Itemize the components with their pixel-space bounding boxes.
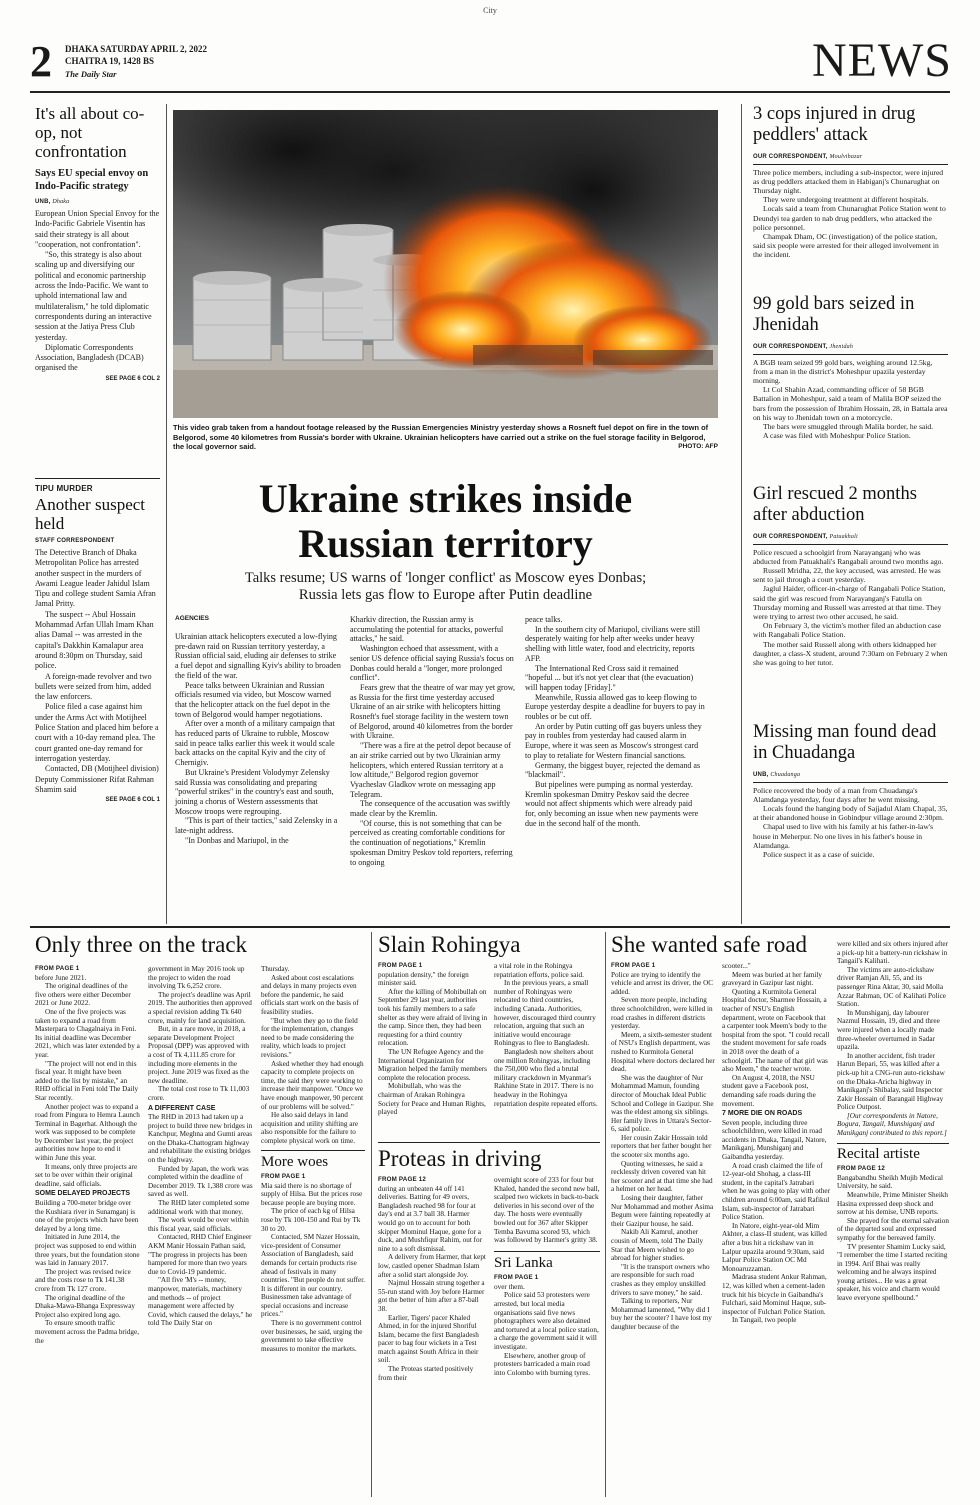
paragraph: Bangladesh now shelters about one million Rohingyas, including the 750,000 who fled a brutal military crackdown in Myanmar's Rakhine State in 2017. There is no headway in the Rohingya repatriation despite repeated efforts. bbox=[494, 1047, 598, 1108]
paragraph: "This is part of their tactics," said Zelensky in a late-night address. bbox=[175, 816, 338, 836]
bangla-date: CHAITRA 19, 1428 BS bbox=[65, 56, 155, 66]
paragraph: overnight score of 233 for four but Khaled, handed the second new ball, scalped two wickets in back-to-back deliveries in his second over of the day. The hosts were eventually bowled out for 367 after Skipper Temba Bavuma scored 93, which was followed by Harmer's gritty 38. bbox=[494, 1176, 600, 1245]
paragraph: before June 2021. bbox=[35, 973, 87, 982]
paragraph: "But when they go to the field for the implementation, changes need to be made considering the reality, which leads to project revisions." bbox=[261, 1016, 358, 1059]
paragraph: population density," the foreign minister said. bbox=[378, 970, 469, 988]
story-title: Sri Lanka bbox=[494, 1255, 553, 1272]
paragraph: The project's deadline was April 2019. The authorities then approved a special revision adding Tk 640 crore, mainly for land acquisition. bbox=[148, 990, 252, 1025]
paragraph: The RHD in 2013 had taken up a project to build three new bridges in Kanchpur, Meghna and Gumti areas on the Dhaka-Chattogram highway and rehabilitate the existing bridges on the highway. bbox=[148, 1113, 253, 1165]
paragraph: Meem, a sixth-semester student of NSU's English department, was rushed to Kurmitola General Hospital where doctors declared her dead. bbox=[611, 1030, 715, 1074]
subhead: A DIFFERENT CASE bbox=[148, 1104, 216, 1112]
paragraph: They were undergoing treatment at different hospitals. bbox=[763, 195, 929, 205]
only-three-col3 bbox=[261, 965, 365, 1353]
paragraph: To ensure smooth traffic movement across the Padma bridge, the bbox=[35, 1319, 139, 1345]
story-byline: OUR CORRESPONDENT, Moulvibazar bbox=[753, 154, 863, 160]
only-three-col2 bbox=[148, 965, 253, 1328]
paragraph: "In Donbas and Mariupol, in the bbox=[185, 835, 289, 845]
section-top-label: City bbox=[483, 6, 497, 15]
paragraph: In the previous years, a small number of Rohingyas were relocated to third countries, including Canada. Authorities, however, discouraged third country relocation, arguing that such an initiative would encourage Rohingyas to flee to Bangladesh. bbox=[494, 979, 596, 1048]
see-page-link[interactable]: SEE PAGE 6 COL 1 bbox=[105, 797, 160, 804]
from-page: FROM PAGE 1 bbox=[611, 962, 656, 969]
story-proteas bbox=[378, 1146, 600, 1172]
paragraph: He also said delays in land acquisition and utility shifting are also responsible for the failure to complete physical work on time. bbox=[261, 1111, 359, 1145]
paragraph: In another accident, fish trader Harun Bepari, 55, was killed after a pick-up hit a CNG-run auto-rickshaw on the Dhaka-Aricha highway in Manikganj's Shibalay, said Inspector Zakir Hossain of Barangail Highway Police Outpost. bbox=[837, 1051, 945, 1112]
paragraph: One of the five projects was taken to expand a road from Masterpara to Chagalnaiya in Feni. Its initial deadline was December 2021, which was later extended by a year. bbox=[35, 1007, 140, 1059]
paragraph: On February 3, the victim's mother filed an abduction case with Rangabali Police Station. bbox=[753, 621, 942, 640]
paragraph: The total cost rose to Tk 11,003 crore. bbox=[148, 1085, 250, 1102]
right-story-missing-man bbox=[753, 722, 948, 859]
safe-road-col1 bbox=[611, 962, 715, 1332]
paragraph: The Detective Branch of Dhaka Metropolitan Police has arrested another suspect in the murders of Awami League leader Jahidul Islam Tipu and college student Samia Afran Jamal Pritty. bbox=[35, 548, 156, 609]
paragraph: Quoting a Kurmitola General Hospital doctor, Sharmee Hossain, a teacher of NSU's English department, wrote on Facebook that a carpenter took Meem's body to the hospital from the spot. "I could recall the student movement for safe roads in 2018 over the death of a schoolgirl. The name of that girl was also Meem," the teacher wrote. bbox=[722, 987, 830, 1074]
paragraph: Contacted, RHD Chief Engineer AKM Manir Hossain Pathan said, "The progress in projects has been hampered for more than two years due to Covid-19 pandemic. bbox=[148, 1233, 252, 1276]
story-title: 3 cops injured in drug peddlers' attack bbox=[753, 104, 916, 145]
from-page: FROM PAGE 12 bbox=[837, 1165, 886, 1173]
paragraph: Germany, the biggest buyer, rejected the demand as "blackmail". bbox=[525, 760, 701, 780]
paragraph: After over a month of a military campaign that has reduced parts of Ukraine to rubble, Moscow said in peace talks earlier this week it would scale back attacks on the capital Kyiv and the city of Chernigiv. bbox=[175, 719, 335, 768]
paragraph: scooter..." bbox=[722, 962, 751, 970]
paragraph: "The project will not end in this fiscal year. It might have been added to the list by mistake," an RHD official in Feni told The Daily Star recently. bbox=[35, 1059, 139, 1102]
lead-body-col3 bbox=[525, 615, 705, 828]
paragraph: A case was filed with Moheshpur Police Station. bbox=[763, 431, 911, 441]
paragraph: The Proteas started positively from their bbox=[378, 1365, 474, 1382]
paragraph: An order by Putin cutting off gas buyers unless they pay in roubles from yesterday had caused alarm in Europe, where it was seen as Moscow's strongest card to play to retaliate for Western financial sanctions. bbox=[525, 721, 702, 760]
paragraph: On August 4, 2018, the NSU student gave a Facebook post, demanding safe roads during the movement. bbox=[722, 1073, 816, 1108]
paragraph: Chapal used to live with his family at his father-in-law's house in Meherpur. No one lives in his father's house in Alamdanga. bbox=[753, 822, 934, 850]
story-title: Girl rescued 2 months after abduction bbox=[753, 484, 917, 525]
page-number: 2 bbox=[30, 37, 52, 86]
paragraph: In Natore, eight-year-old Mim Akhter, a class-II student, was killed after a bus hit a rickshaw van in Lalpur upazila around 9:30am, said Lalpur Police Station OC Md Monoaruzzaman. bbox=[722, 1221, 827, 1273]
paragraph: Russell Mridha, 22, the key accused, was arrested. He was sent to jail through a court yesterday. bbox=[753, 565, 941, 585]
paragraph: Quoting witnesses, he said a recklessly driven covered van hit her scooter and at that time she had a helmet on her head. bbox=[611, 1159, 713, 1194]
paragraph: Meanwhile, Prime Minister Sheikh Hasina expressed deep shock and sorrow at his demise, UNB reports. bbox=[837, 1190, 949, 1217]
paragraph: Bangabandhu Sheikh Mujib Medical University, he said. bbox=[837, 1173, 943, 1191]
paragraph: The bars were smuggled through Malila border, he said. bbox=[763, 421, 934, 431]
rohingya-col1 bbox=[378, 962, 488, 1117]
paragraph: TV presenter Shamim Lucky said, "I remember the time I started reciting in 1994. Arif Bhai was really welcoming and he always inspired young artistes... He was a great speaker, his voice and charm would leave everyone spellbound." bbox=[837, 1242, 948, 1303]
story-title: Another suspect held bbox=[35, 495, 146, 533]
paragraph: Funded by Japan, the work was completed within the deadline of December 2019. Tk 1,388 crore was saved as well. bbox=[148, 1164, 253, 1199]
story-only-three bbox=[35, 932, 365, 958]
section-divider bbox=[30, 926, 950, 928]
paragraph: After the killing of Mohibullah on September 29 last year, authorities took his family members to a safe shelter as they were afraid of living in the camp. Since then, they had been requesting for a third country relocation. bbox=[378, 987, 488, 1048]
story-title: 99 gold bars seized in Jhenidah bbox=[753, 294, 915, 335]
paragraph: But Ukraine's President Volodymyr Zelensky said Russia was consolidating and preparing "powerful strikes" in the country's east and south, joining a chorus of Western assessments that Moscow troops were regrouping. bbox=[175, 767, 334, 816]
paragraph: Locals found the hanging body of Sajjadul Alam Chapal, 35, at their abandoned house in Gobindpur village around 2:30pm. bbox=[753, 803, 948, 823]
paragraph: Fears grew that the theatre of war may yet grow, as Russia for the first time yesterday accused Ukraine of an air strike with helicopters hitting Rosneft's fuel storage facility in the western town of Belgorod, around 40 kilometres from the border with Ukraine. bbox=[350, 682, 515, 741]
paragraph: A delivery from Harmer, that kept low, castled opener Shadman Islam after a solid start alongside Joy. bbox=[378, 1253, 486, 1279]
paragraph: In the southern city of Mariupol, civilians were still desperately waiting for help after weeks under heavy shelling with little water, food and electricity, reports AFP. bbox=[525, 624, 701, 663]
paragraph: Earlier, Tigers' pacer Khaled Ahmed, in for the injured Shoriful Islam, became the first Bangladesh pacer to bag four wickets in a Test match against South Africa in their soil. bbox=[378, 1313, 479, 1365]
paragraph: The work would be over within this fiscal year, said officials. bbox=[148, 1216, 249, 1233]
paragraph: Contacted, SM Nazer Hossain, vice-president of Consumer Association of Bangladesh, said demands for certain products rise ahead of festivals in many countries. "But people do not suffer. It is different in our country. Businessmen take advantage of special occasions and increase prices." bbox=[261, 1233, 366, 1319]
paragraph: Seven more people, including three schoolchildren, were killed in road crashes in different districts yesterday. bbox=[611, 996, 713, 1031]
paragraph: Meem was buried at her family graveyard in Gazipur last night. bbox=[722, 970, 823, 988]
divider bbox=[35, 478, 160, 479]
lead-body-col1 bbox=[175, 632, 341, 845]
kicker: TIPU MURDER bbox=[35, 484, 93, 493]
safe-road-col3 bbox=[837, 940, 949, 1303]
paragraph: There is no government control over businesses, he said, urging the government to take effective measures to monitor the markets. bbox=[261, 1319, 363, 1353]
story-title: Proteas in driving bbox=[378, 1146, 542, 1171]
paragraph: Mia said there is no shortage of supply of Hilsa. But the prices rose because people are buying more. bbox=[261, 1181, 363, 1207]
paragraph: Kharkiv direction, the Russian army is accumulating the potential for attacks, powerful attacks," he said. bbox=[350, 615, 504, 644]
paragraph: The original deadlines of the five others were either December 2021 or June 2022. bbox=[35, 982, 131, 1008]
column-divider bbox=[741, 104, 742, 924]
story-title: Slain Rohingya bbox=[378, 932, 521, 957]
paragraph: In Tangail, two people bbox=[732, 1316, 797, 1325]
paragraph: The victims are auto-rickshaw driver Ramjan Ali, 55, and its passenger Rina Aktar, 30, said Molla Azzar Rahman, OC of Kalihati Police Station. bbox=[837, 965, 946, 1009]
left-story-tipu-murder bbox=[35, 484, 160, 803]
paragraph: Najmul Hossain strung together a 55-run stand with Joy before Harmer got the better of him after a 87-ball 38. bbox=[378, 1279, 485, 1313]
paragraph: Seven people, including three schoolchildren, were killed in road accidents in Dhaka, Tangail, Natore, Manikganj, Munshiganj and Gaibandha yesterday. bbox=[722, 1118, 827, 1162]
divider bbox=[378, 1142, 600, 1143]
only-three-col1 bbox=[35, 965, 140, 1345]
right-story-gold-bars bbox=[753, 294, 948, 440]
paragraph: The International Red Cross said it remained "hopeful ... but it's not yet clear that (the evacuation) will happen today [Friday]." bbox=[525, 663, 694, 692]
paragraph: Three police members, including a sub-inspector, were injured as drug peddlers attacked them in Habiganj's Chunarughat on Thursday night. bbox=[753, 167, 944, 195]
paragraph: The consequence of the accusation was swiftly made clear by the Kremlin. bbox=[350, 799, 511, 819]
lead-deck: Talks resume; US warns of 'longer conflict' as Moscow eyes Donbas; Russia lets gas flow to Europe after Putin deadline bbox=[244, 570, 647, 603]
paragraph: Jaglul Haider, officer-in-charge of Rangabali Police Station, said the girl was rescued from Narayanganj's Fatulla on Thursday morning and Russell was arrested at that time. They were trying to arrest two other accused, he said. bbox=[753, 584, 946, 621]
paragraph: were killed and six others injured after a pick-up hit a battery-run rickshaw in Tangail's Kalihati. bbox=[837, 940, 948, 966]
story-title: Recital artiste bbox=[837, 1146, 920, 1163]
safe-road-col2 bbox=[722, 962, 830, 1325]
paragraph: Losing their daughter, father Nur Mohammad and mother Asima Begum were fainting repeatedly at their Gazipur house, he said. bbox=[611, 1194, 714, 1228]
proteas-col1 bbox=[378, 1176, 488, 1382]
paragraph: A road crash claimed the life of 12-year-old Shohag, a class-III student, in the capital's Jatrabari when he was going to play with other children around 6:00am, said Rafikul Islam, sub-inspector of Jatrabari Police Station. bbox=[722, 1161, 830, 1222]
rohingya-col2 bbox=[494, 962, 600, 1108]
paragraph: "All five 'M's -- money, manpower, materials, machinery and methods -- of project management were affected by Covid, which caused the delays," he told The Daily Star on bbox=[148, 1276, 253, 1328]
paragraph: Elsewhere, another group of protesters barricaded a main road into Colombo with burning tyres. bbox=[494, 1351, 591, 1377]
paragraph: "There was a fire at the petrol depot because of an air strike carried out by two Ukrainian army helicopters, which entered Russian territory at a low altitude," Belgorod region governor Vyacheslav Gladkov wrote on messaging app Telegram. bbox=[350, 741, 511, 799]
paragraph: The mother said Russell along with others kidnapped her daughter, a class-X student, around 7:30am on February 2 when she was going to her tutor. bbox=[753, 639, 948, 667]
paragraph: A foreign-made revolver and two bullets were seized from him, added the law enforcers. bbox=[35, 671, 152, 702]
paragraph: Her cousin Zakir Hossain told reporters that her father bought her the scooter six months ago. bbox=[611, 1133, 712, 1160]
from-page: FROM PAGE 1 bbox=[494, 1274, 539, 1282]
story-byline: UNB, Chuadanga bbox=[753, 772, 801, 778]
from-page: FROM PAGE 12 bbox=[378, 1176, 427, 1183]
lead-body-col2 bbox=[350, 615, 516, 867]
proteas-col2 bbox=[494, 1176, 600, 1377]
paragraph: The UN Refugee Agency and the International Organization for Migration helped the family members complete the relocation process. bbox=[378, 1047, 487, 1082]
paragraph: Police recovered the body of a man from Chuadanga's Alamdanga yesterday, four days after he went missing. bbox=[753, 785, 920, 804]
paragraph: She was the daughter of Nur Mohammad Mamun, founding director of Mouchak Ideal Public School and College in Gazipur. She was the eldest among six siblings. Her family lives in Uttara's Sector-6, said police. bbox=[611, 1073, 714, 1134]
lead-headline: Ukraine strikes inside Russian territory bbox=[258, 476, 633, 566]
paragraph: The price of each kg of Hilsa rose by Tk 100-150 and Rui by Tk 30 to 20. bbox=[261, 1207, 361, 1233]
paragraph: Asked whether they had enough capacity to complete projects on time, the said they were working to increase their manpower. "Once we have enough manpower, 90 percent of our problems will be solved." bbox=[261, 1059, 364, 1111]
story-byline: OUR CORRESPONDENT, Jhenidah bbox=[753, 344, 854, 350]
see-page-link[interactable]: SEE PAGE 6 COL 2 bbox=[105, 375, 160, 382]
paragraph: A BGB team seized 99 gold bars, weighing around 12.5kg, from a man in the district's Moheshpur upazila yesterday morning. bbox=[753, 357, 933, 385]
from-page: FROM PAGE 1 bbox=[35, 965, 80, 972]
paragraph: She prayed for the eternal salvation of the departed soul and expressed sympathy for the bereaved family. bbox=[837, 1216, 949, 1242]
paragraph: Talking to reporters, Nur Mohammad lamented, "Why did I buy her the scooter? I have lost my daughter because of the bbox=[611, 1297, 712, 1331]
story-title: Only three on the track bbox=[35, 932, 248, 957]
lead-photo bbox=[173, 110, 718, 418]
paragraph: "So, this strategy is also about scaling up and diversifying our political and economic partnership across the Indo-Pacific. We want to uphold international law and multilateralism," he told diplomatic correspondents during an interactive session at the Jatiya Press Club yesterday. bbox=[35, 250, 152, 342]
paragraph: Asked about cost escalations and delays in many projects even before the pandemic, he said officials start work on the basis of feasibility studies. bbox=[261, 973, 359, 1016]
paragraph: Thursday. bbox=[261, 965, 290, 973]
paragraph: European Union Special Envoy for the Indo-Pacific Gabriele Visentin has said their strategy is all about "cooperation, not confrontation". bbox=[35, 209, 160, 249]
paragraph: Madrasa student Ankur Rahman, 12, was killed when a cement-laden truck hit his bicycle in Gaibandha's Fulchari, said Mominul Haque, sub-inspector of Fulchari Police Station. bbox=[722, 1273, 827, 1316]
lead-byline: AGENCIES bbox=[175, 615, 209, 622]
paragraph: Mohibullah, who was the chairman of Arakan Rohingya Society for Peace and Human Rights, played bbox=[378, 1082, 486, 1117]
header-rule bbox=[30, 91, 950, 93]
paragraph: But, in a rare move, in 2018, a separate Development Project Proposal (DPP) was approved with a cost of Tk 4,111.85 crore for including more elements in the project. June 2019 was fixed as the new deadline. bbox=[148, 1025, 250, 1085]
paragraph: It means, only three projects are set to be over within their original deadline, said officials. bbox=[35, 1162, 138, 1188]
section-name: NEWS bbox=[812, 34, 952, 87]
paragraph: Champak Dham, OC (investigation) of the police station, said six people were arrested for their alleged involvement in the incident. bbox=[753, 231, 939, 260]
right-story-cops bbox=[753, 104, 948, 260]
paragraph: The RHD later completed some additional work with that money. bbox=[148, 1199, 250, 1216]
paragraph: peace talks. bbox=[525, 615, 563, 624]
column-divider bbox=[371, 932, 372, 1497]
photo-caption: This video grab taken from a handout footage released by the Russian Emergencies Ministry yesterday shows a Rosneft fuel depot on fire in the town of Belgorod, some 40 kilometres from Russia's border with Ukraine. Ukrainian helicopters have carried out a strike on the fuel storage facility in Belgorod, the local governor said. PHOTO: AFP bbox=[173, 423, 718, 451]
paragraph: Washington echoed that assessment, with a senior US defence official saying Russia's focus on Donbas could herald a "longer, more prolonged conflict". bbox=[350, 644, 514, 683]
fuel-depot-fire-image bbox=[173, 110, 718, 418]
paragraph: Police are trying to identify the vehicle and arrest its driver, the OC added. bbox=[611, 970, 714, 996]
from-page: FROM PAGE 1 bbox=[378, 962, 423, 969]
right-story-girl-rescued bbox=[753, 484, 948, 667]
paragraph: Building a 700-meter bridge over the Kushiara river in Sunamganj is one of the projects which have been delayed by a long time. bbox=[35, 1199, 139, 1233]
story-title: Missing man found dead in Chuadanga bbox=[753, 722, 937, 763]
paragraph: Nakib Ali Kamrul, another cousin of Meem, told The Daily Star that Meem wished to go abroad for higher studies. bbox=[611, 1228, 704, 1263]
paragraph: Peace talks between Ukrainian and Russian officials resumed via video, but Moscow warned that the helicopter attack on the fuel depot in the town of Belgorod would hamper negotiations. bbox=[175, 680, 332, 719]
paragraph: over them. bbox=[494, 1282, 525, 1291]
story-title: More woes bbox=[261, 1153, 329, 1170]
paragraph: during an unbeaten 44 off 141 deliveries. Batting for 49 overs, Bangladesh reached 98 for four at day's end at 3.7 ball 38. Harmer would go on to account for both skipper Mominul Haque, gone for a duck, and Mushfiqur Rahim, out for nine to a soft dismissal. bbox=[378, 1184, 483, 1253]
paragraph: [Our correspondents in Natore, Bogura, Tangail, Munshiganj and Manikganj contributed to this report.] bbox=[837, 1111, 947, 1138]
paragraph: Police said 53 protesters were arrested, but local media organisations said five news photographers were also detained and tortured at a local police station, a charge the government said it will investigate. bbox=[494, 1291, 599, 1351]
paragraph: Police rescued a schoolgirl from Narayanganj who was abducted from Patuakhali's Rangabali around two months ago. bbox=[753, 547, 944, 566]
story-byline: STAFF CORRESPONDENT bbox=[35, 538, 115, 544]
paragraph: The project was revised twice and the costs rose to Tk 141.38 crore from Tk 127 crore. bbox=[35, 1267, 131, 1293]
masthead-logo: The Daily Star bbox=[65, 69, 117, 79]
paragraph: Diplomatic Correspondents Association, Bangladesh (DCAB) organised the bbox=[35, 342, 144, 373]
paragraph: Police filed a case against him under the Arms Act with Motijheel Police Station and placed him before a court with a 10-day remand plea. The court granted one-day remand for interrogation yesterday. bbox=[35, 702, 159, 763]
photo-credit: PHOTO: AFP bbox=[678, 443, 718, 450]
column-divider bbox=[166, 104, 167, 924]
left-story-eu-envoy bbox=[35, 104, 160, 382]
story-title: She wanted safe road bbox=[611, 932, 808, 957]
column-divider bbox=[605, 932, 606, 1497]
paragraph: "It is the transport owners who are responsible for such road crashes as they employ unskilled drivers to save money," he said. bbox=[611, 1262, 710, 1297]
story-byline: UNB, Dhaka bbox=[35, 199, 70, 205]
paragraph: The original deadline of the Dhaka-Mawa-Bhanga Expressway Project also expired long ago. bbox=[35, 1293, 135, 1319]
story-slain-rohingya bbox=[378, 932, 598, 958]
story-title: It's all about co-op, not confrontation bbox=[35, 104, 145, 161]
from-page: FROM PAGE 1 bbox=[261, 1172, 306, 1180]
paragraph: The suspect -- Abul Hossain Mohammad Arfan Ullah Imam Khan alias Damal -- was arrested in the capital's Dakkhin Kamalapur area around 8:30pm on Thursday, said police. bbox=[35, 609, 154, 671]
paragraph: a vital role in the Rohingya repatriation efforts, police said. bbox=[494, 962, 584, 979]
paragraph: Another project was to expand a road from Pingura to Hemra Launch Terminal in Bagerhat. Although the work was supposed to be complete by December last year, the project authorities now hope to end it within June this year. bbox=[35, 1102, 140, 1163]
paragraph: Ukrainian attack helicopters executed a low-flying pre-dawn raid on Russian territory yesterday, a Russian official said, eluding air defenses to strike a fuel depot and signalling Kyiv's ability to broaden the field of the war. bbox=[175, 632, 341, 680]
paragraph: "Of course, this is not something that can be perceived as creating comfortable conditions for the continuation of negotiations," Kremlin spokesman Dmitry Peskov told reporters, referring to ongoing bbox=[350, 818, 513, 867]
paragraph: Contacted, DB (Motijheel division) Deputy Commissioner Rifat Rahman Shamim said bbox=[35, 764, 159, 794]
paragraph: Locals said a team from Chunarughat Police Station went to Deundyi tea garden to nab drug peddlers, who attacked the police personnel. bbox=[753, 204, 946, 232]
paragraph: Initiated in June 2014, the project was supposed to end within three years, but the foundation stone was laid in January 2017. bbox=[35, 1233, 140, 1268]
paragraph: But pipelines were pumping as normal yesterday. Kremlin spokesman Dmitry Peskov said the decree would not affect shipments which were already paid for, only becoming an issue when new payments were due in the second half of the month. bbox=[525, 779, 699, 828]
paragraph: government in May 2016 took up the project to widen the road involving Tk 6,252 crore. bbox=[148, 965, 245, 991]
paragraph: In Munshiganj, day labourer Nazmul Hossain, 19, died and three were injured when a locally made three-wheeler overturned in Sadar upazila. bbox=[837, 1008, 940, 1052]
paragraph: Meanwhile, Russia allowed gas to keep flowing to Europe yesterday despite a deadline for buyers to pay in roubles or be cut off. bbox=[525, 692, 705, 722]
subhead: 7 MORE DIE ON ROADS bbox=[722, 1110, 803, 1118]
date-line: DHAKA SATURDAY APRIL 2, 2022 bbox=[65, 44, 207, 54]
subhead: SOME DELAYED PROJECTS bbox=[35, 1190, 131, 1198]
paragraph: Lt Col Shahin Azad, commanding officer of 58 BGB Battalion in Moheshpur, said a team of Malila BOP seized the bars from the possession of Ibrahim Hossain, 28, in Battala area on his way to Jhenidah town on a motorcycle. bbox=[753, 385, 948, 422]
paragraph: Police suspect it as a case of suicide. bbox=[763, 849, 875, 859]
story-byline: OUR CORRESPONDENT, Patuakhali bbox=[753, 534, 858, 540]
story-deck: Says EU special envoy on Indo-Pacific strategy bbox=[35, 168, 149, 192]
